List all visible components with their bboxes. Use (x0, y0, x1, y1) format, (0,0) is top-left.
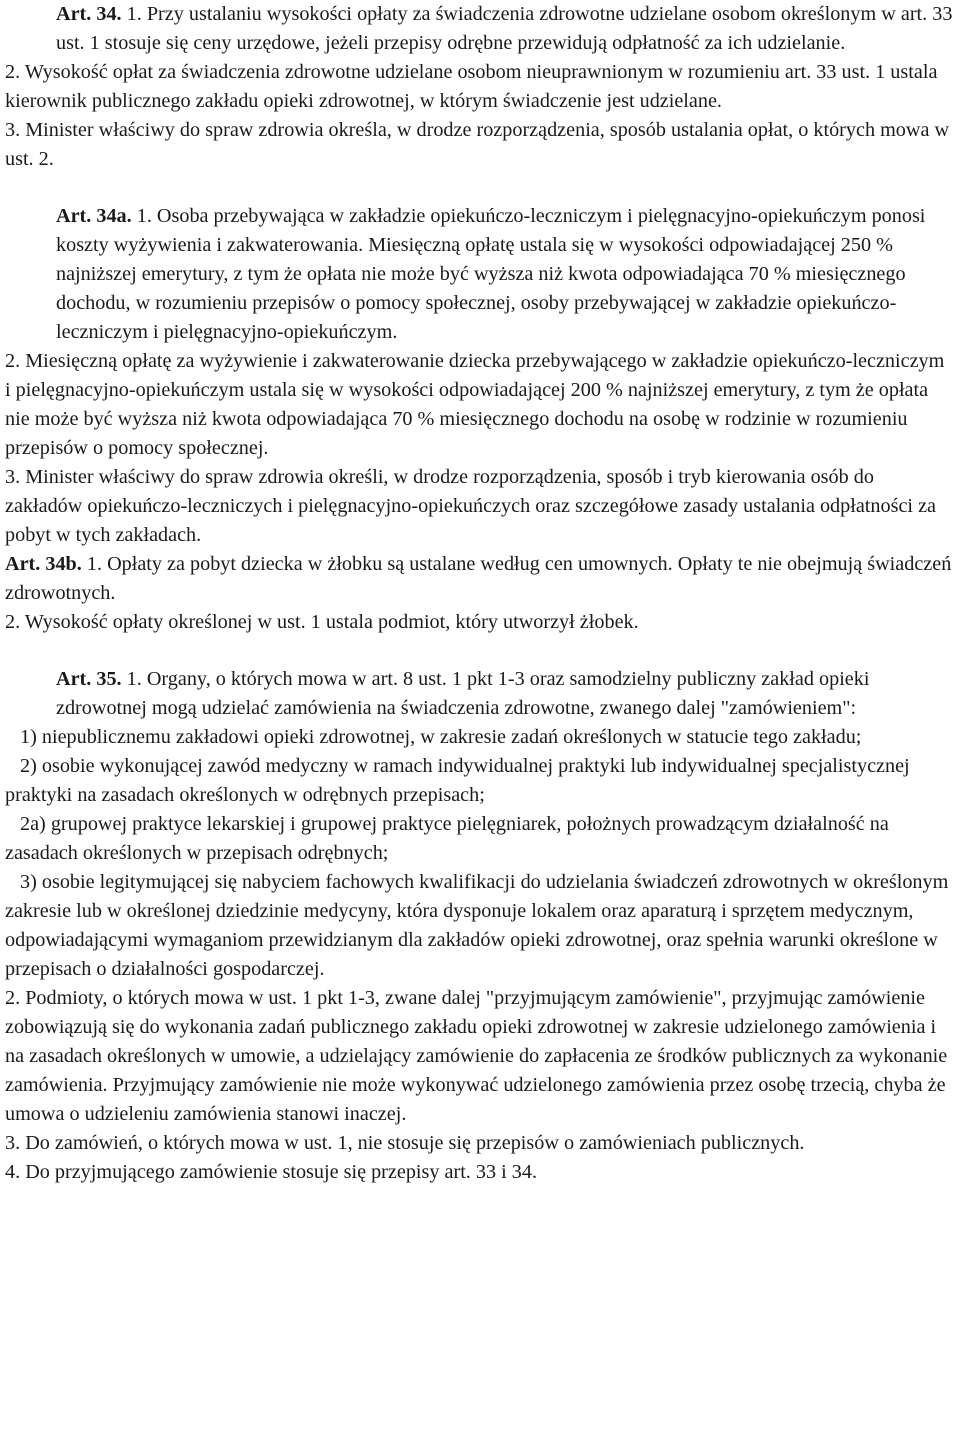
art35-paragraph-4: 4. Do przyjmującego zamówienie stosuje się przepisy art. 33 i 34. (5, 1161, 538, 1183)
art34a-paragraph-2: 2. Miesięczną opłatę za wyżywienie i zakwaterowanie dziecka przebywającego w zakładzie opiekuńczo-leczniczym i pielęgnacyjno-opiekuńczym ustala się w wysokości odpowiadającej 200 % najniższej emerytury, z tym że opłata nie może być wyższa niż kwota odpowiadająca 70 % miesięcznego dochodu na osobę w rodzinie w rozumieniu przepisów o pomocy społecznej. (5, 350, 945, 459)
art34a-paragraph-1 (5, 202, 954, 347)
art35-text-1: 1. Organy, o których mowa w art. 8 ust. 1 pkt 1-3 oraz samodzielny publiczny zakład opieki zdrowotnej mogą udzielać zamówienia na świadczenia zdrowotne, zwanego dalej "zamówieniem": (56, 668, 870, 719)
art34-paragraph-2: 2. Wysokość opłat za świadczenia zdrowotne udzielane osobom nieuprawnionym w rozumieniu art. 33 ust. 1 ustala kierownik publicznego zakładu opieki zdrowotnej, w którym świadczenie jest udzielane. (5, 61, 938, 112)
art34a-heading: Art. 34a. (56, 205, 132, 227)
art35-paragraph-1 (5, 665, 954, 723)
art34-paragraph-3: 3. Minister właściwy do spraw zdrowia określa, w drodze rozporządzenia, sposób ustalania opłat, o których mowa w ust. 2. (5, 119, 950, 170)
art34b-text-1: 1. Opłaty za pobyt dziecka w żłobku są ustalane według cen umownych. Opłaty te nie obejmują świadczeń zdrowotnych. (5, 553, 952, 604)
art34a-paragraph-3: 3. Minister właściwy do spraw zdrowia określi, w drodze rozporządzenia, sposób i tryb kierowania osób do zakładów opiekuńczo-leczniczych i pielęgnacyjno-opiekuńczych oraz szczegółowe zasady ustalania odpłatności za pobyt w tych zakładach. (5, 466, 937, 546)
art35-heading: Art. 35. (56, 668, 122, 690)
art35-item-3: 3) osobie legitymującej się nabyciem fachowych kwalifikacji do udzielania świadczeń zdrowotnych w określonym zakresie lub w określonej dziedzinie medycyny, która dysponuje lokalem oraz aparaturą i sprzętem medycznym, odpowiadającymi wymaganiom przewidzianym dla zakładów opieki zdrowotnej, oraz spełnia warunki określone w przepisach o działalności gospodarczej. (5, 871, 949, 980)
art34a-text-1: 1. Osoba przebywająca w zakładzie opiekuńczo-leczniczym i pielęgnacyjno-opiekuńczym ponosi koszty wyżywienia i zakwaterowania. Miesięczną opłatę ustala się w wysokości odpowiadającej 250 % najniższej emerytury, z tym że opłata nie może być wyższa niż kwota odpowiadająca 70 % miesięcznego dochodu, w rozumieniu przepisów o pomocy społecznej, osoby przebywającej w zakładzie opiekuńczo-leczniczym i pielęgnacyjno-opiekuńczym. (56, 205, 926, 343)
art35-item-1: 1) niepublicznemu zakładowi opieki zdrowotnej, w zakresie zadań określonych w statucie tego zakładu; (20, 726, 862, 748)
art34-heading: Art. 34. (56, 3, 122, 25)
spacer (5, 174, 954, 202)
art35-paragraph-2: 2. Podmioty, o których mowa w ust. 1 pkt 1-3, zwane dalej "przyjmującym zamówienie", przyjmując zamówienie zobowiązują się do wykonania zadań publicznego zakładu opieki zdrowotnej w zakresie udzielonego zamówienia i na zasadach określonych w umowie, a udzielający zamówienie do zapłacenia ze środków publicznych za wykonanie zamówienia. Przyjmujący zamówienie nie może wykonywać udzielonego zamówienia przez osobę trzecią, chyba że umowa o udzieleniu zamówienia stanowi inaczej. (5, 987, 948, 1125)
art35-item-2a: 2a) grupowej praktyce lekarskiej i grupowej praktyce pielęgniarek, położnych prowadzącym działalność na zasadach określonych w przepisach odrębnych; (5, 813, 889, 864)
art34b-paragraph-1 (5, 550, 954, 608)
art34-text-1: 1. Przy ustalaniu wysokości opłaty za świadczenia zdrowotne udzielane osobom określonym w art. 33 ust. 1 stosuje się ceny urzędowe, jeżeli przepisy odrębne przewidują odpłatność za ich udzielanie. (56, 3, 953, 54)
art34b-paragraph-2: 2. Wysokość opłaty określonej w ust. 1 ustala podmiot, który utworzył żłobek. (5, 611, 639, 633)
art34b-heading: Art. 34b. (5, 553, 82, 575)
art34-paragraph-1 (5, 0, 954, 58)
art35-item-2: 2) osobie wykonującej zawód medyczny w ramach indywidualnej praktyki lub indywidualnej specjalistycznej praktyki na zasadach określonych w odrębnych przepisach; (5, 755, 910, 806)
art35-paragraph-3: 3. Do zamówień, o których mowa w ust. 1, nie stosuje się przepisów o zamówieniach publicznych. (5, 1132, 805, 1154)
spacer (5, 637, 954, 665)
